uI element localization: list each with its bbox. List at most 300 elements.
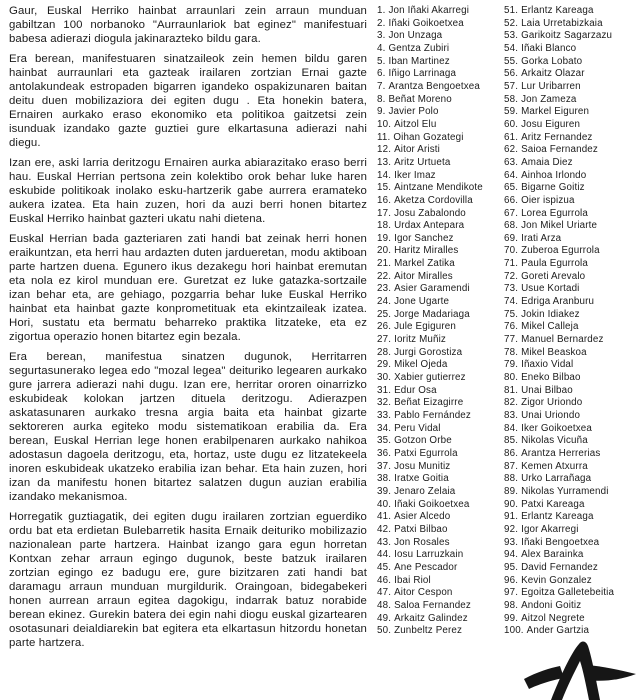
signatory-row	[504, 613, 641, 626]
signatory-name: Iñaki Goikoetxea	[394, 498, 470, 510]
signatory-number: 56.	[504, 68, 519, 80]
signatory-number: 50.	[377, 625, 392, 637]
signatory-row	[504, 271, 641, 284]
signatory-name: Bigarne Goitiz	[521, 182, 585, 194]
signatory-row	[377, 258, 502, 271]
signatory-name: Igor Akarregi	[521, 523, 579, 535]
signatory-name: Mikel Ojeda	[394, 359, 448, 371]
signatory-number: 48.	[377, 599, 392, 611]
signatory-row	[504, 208, 641, 221]
signatory-number: 20.	[377, 245, 392, 257]
signatory-number: 99.	[504, 612, 519, 624]
signatory-number: 3.	[377, 30, 386, 42]
signatory-name: Aintzane Mendikote	[394, 182, 483, 194]
signatory-number: 8.	[377, 93, 386, 105]
signatory-name: Ander Gartzia	[526, 625, 590, 637]
signatory-name: Josu Eiguren	[521, 118, 581, 130]
signatory-number: 59.	[504, 106, 519, 118]
signatory-number: 28.	[377, 346, 392, 358]
signatory-name: Patxi Kareaga	[521, 498, 585, 510]
signatory-number: 60.	[504, 118, 519, 130]
manifesto-paragraph: Era berean, manifestua sinatzen dugunok, Herritarren segurtasunerako legea edo "mozal legea" deituriko legearen aurkako gure jarrera adierazi nahi dugu. Izan ere, herritar ororen oinarrizko eskubideak kolokan jartzen dituela deritzogu. Adierazpen askatasunaren aurkako tresna argia baita eta hainbat gizarte sektoreren aurka egiteko modu sistematikoan erabilia da. Era berean, Euskal Herrian lege honen erabilpenaren aurkako nahikoa adostasun dagoela deritzogu, eta, hortaz, uste dugu ez litzatekeela inoren eskubideak ukatzeko erabilia izan behar. Eta hain zuzen, hori izan da manifestu honen bitartez salatzen dugun auzian erabilia izandako mekanismoa.	[9, 351, 367, 503]
signatory-number: 71.	[504, 258, 519, 270]
signatory-row	[377, 208, 502, 221]
signatory-name: Jule Egiguren	[394, 321, 456, 333]
signatory-row	[504, 321, 641, 334]
signatory-name: Laia Urretabizkaia	[521, 17, 603, 29]
signatory-row	[504, 473, 641, 486]
signatory-name: Aritz Urtueta	[394, 156, 451, 168]
signatory-number: 61.	[504, 131, 519, 143]
signatory-number: 90.	[504, 498, 519, 510]
signatory-number: 26.	[377, 321, 392, 333]
signatory-name: Kevin Gonzalez	[521, 574, 592, 586]
signatory-name: Jon Rosales	[394, 536, 450, 548]
signatory-name: Jon Unzaga	[388, 30, 443, 42]
signatory-row	[504, 448, 641, 461]
signatory-row	[377, 587, 502, 600]
signatory-row	[504, 245, 641, 258]
signatory-name: Arkaitz Olazar	[521, 68, 585, 80]
signatory-number: 92.	[504, 523, 519, 535]
signatory-row	[504, 119, 641, 132]
signatory-number: 73.	[504, 283, 519, 295]
signatory-row	[377, 56, 502, 69]
signatory-number: 16.	[377, 194, 392, 206]
signatory-number: 43.	[377, 536, 392, 548]
signatory-name: Unai Bilbao	[521, 384, 573, 396]
signatory-number: 25.	[377, 308, 392, 320]
signatory-number: 29.	[377, 359, 392, 371]
signatory-number: 75.	[504, 308, 519, 320]
signatory-number: 82.	[504, 397, 519, 409]
signatory-row	[504, 587, 641, 600]
signatory-number: 96.	[504, 574, 519, 586]
signatory-row	[377, 283, 502, 296]
signatory-name: Markel Eiguren	[521, 106, 590, 118]
signatory-number: 89.	[504, 485, 519, 497]
signatory-name: David Fernandez	[521, 561, 598, 573]
signatory-number: 83.	[504, 410, 519, 421]
signatory-name: Oihan Gozategi	[393, 131, 464, 143]
signatory-number: 65.	[504, 182, 519, 194]
signatory-row	[377, 511, 502, 524]
signatories-column-1	[377, 5, 502, 638]
signatory-name: Mikel Beaskoa	[521, 346, 587, 358]
signatory-name: Patxi Egurrola	[394, 447, 458, 459]
signatory-name: Egoitza Galletebeitia	[521, 587, 615, 599]
signatory-row	[504, 43, 641, 56]
signatory-number: 41.	[377, 511, 392, 523]
signatory-row	[504, 511, 641, 524]
signatory-number: 42.	[377, 523, 392, 535]
signatory-row	[504, 562, 641, 575]
signatory-number: 57.	[504, 80, 519, 92]
signatory-name: Usue Kortadi	[521, 283, 580, 295]
signatory-name: Eneko Bilbao	[521, 372, 581, 384]
signatory-name: Patxi Bilbao	[394, 523, 448, 535]
signatory-name: Asier Garamendi	[394, 283, 470, 295]
manifesto-paragraph: Euskal Herrian bada gazteriaren zati handi bat zeinak herri honen eraikuntzan, eta herri hau ardazten duten jardueretan, modu aktiboan parte hartzen duena. Egunero ikus dezakegu hori hainbat eremutan eta nola ez kirol munduan ere. Guretzat ez luke gatazka-sortzaile izan behar eta, are gehiago, pozgarria behar luke Euskal Herriko hainbat eta hainbat gazte konprometituak eta ekintzaileak izatea. Hori, sustatu eta bermatu beharreko praktika litzateke, eta ez zigortua operazio honen bitartez egin bezala.	[9, 233, 367, 343]
signatory-row	[504, 537, 641, 550]
signatory-row	[504, 296, 641, 309]
signatory-row	[377, 334, 502, 347]
manifesto-paragraph: Horregatik guztiagatik, dei egiten dugu irailaren zortzian eguerdiko ordu bat eta erdietan Bulebarretik hasita Ernaik deituriko mobilizazio nazionalean parte hartzera. Hainbat izango gara egun horretan Kontxan zehar arraun egingo dugunok, beste batzuk irailaren zortzian egingo ez badugu ere, gure bizitzaren zati handi bat daramagu arraun munduan murgildurik. Oraingoan, bidegabekeri honen aurrean arraun egitea dagokigu, indarrak batuz norabide berean ekinez. Gurekin batera dei egin nahi diogu euskal gizartearen osotasunari deialdiarekin bat egitera eta elkartasun hitzordu honetan parte hartzera.	[9, 511, 367, 649]
signatory-row	[504, 283, 641, 296]
signatory-number: 6.	[377, 68, 386, 80]
signatory-row	[504, 144, 641, 157]
signatory-number: 5.	[377, 55, 386, 67]
manifesto-paragraph: Izan ere, aski larria deritzogu Ernairen aurka abiarazitako eraso berri hau. Euskal Herrian pertsona zein kolektibo orok behar luke haren eskubide politikoak inolako esku-hartzerik gabe aurrera eramateko aukera izatea. Eta hain zuzen, hori da auzi berri honen bitartez Euskal Herriko hainbat gazteri ukatu nahi dietena.	[9, 157, 367, 225]
signatory-name: Saloa Fernandez	[394, 599, 471, 611]
signatory-row	[504, 347, 641, 360]
signatory-row	[504, 423, 641, 436]
signatory-name: Saioa Fernandez	[521, 144, 598, 156]
signatory-name: Iñaki Blanco	[521, 42, 577, 54]
signatory-number: 94.	[504, 549, 519, 561]
signatory-name: Jone Ugarte	[394, 296, 450, 308]
signatory-row	[504, 258, 641, 271]
signatory-row	[377, 94, 502, 107]
signatory-number: 77.	[504, 334, 519, 346]
signatory-number: 55.	[504, 55, 519, 67]
signatory-name: Andoni Goitiz	[521, 599, 582, 611]
signatory-number: 53.	[504, 30, 519, 42]
signatory-name: Goreti Arevalo	[521, 270, 586, 282]
signatory-name: Edriga Aranburu	[521, 296, 595, 308]
signatory-number: 27.	[377, 334, 392, 346]
signatory-number: 4.	[377, 42, 386, 54]
signatory-number: 37.	[377, 460, 392, 472]
signatory-row	[504, 600, 641, 613]
signatory-row	[504, 309, 641, 322]
signatory-row	[504, 410, 641, 423]
signatory-row	[377, 68, 502, 81]
signatory-row	[504, 486, 641, 499]
signatory-number: 21.	[377, 258, 392, 270]
signatory-name: Ane Pescador	[394, 561, 458, 573]
signatory-name: Jon Zameza	[521, 93, 577, 105]
signatory-number: 33.	[377, 410, 392, 421]
signatory-row	[377, 397, 502, 410]
signatory-number: 95.	[504, 561, 519, 573]
signatory-name: Oier ispizua	[521, 194, 575, 206]
signatory-number: 79.	[504, 359, 519, 371]
signatory-name: Josu Zabalondo	[394, 207, 466, 219]
signatory-row	[377, 182, 502, 195]
signatory-name: Markel Zatika	[394, 258, 455, 270]
signatory-number: 62.	[504, 144, 519, 156]
signatory-row	[377, 359, 502, 372]
signatory-name: Alex Barainka	[521, 549, 584, 561]
signatory-number: 17.	[377, 207, 392, 219]
signatory-name: Aitor Miralles	[394, 270, 453, 282]
signatory-number: 46.	[377, 574, 392, 586]
signatory-name: Arantza Herrerias	[521, 447, 601, 459]
signatory-name: Kemen Atxurra	[521, 460, 588, 472]
signatory-row	[377, 372, 502, 385]
signatory-row	[377, 5, 502, 18]
signatory-number: 52.	[504, 17, 519, 29]
signatory-number: 39.	[377, 485, 392, 497]
signatory-row	[377, 537, 502, 550]
signatory-number: 85.	[504, 435, 519, 447]
signatory-row	[504, 182, 641, 195]
signatory-name: Beñat Eizagirre	[394, 397, 464, 409]
signatory-row	[504, 397, 641, 410]
signatory-name: Pablo Fernández	[394, 410, 471, 421]
signatory-name: Jorge Madariaga	[394, 308, 470, 320]
signatory-number: 76.	[504, 321, 519, 333]
signatory-number: 44.	[377, 549, 392, 561]
signatory-row	[504, 359, 641, 372]
signatory-name: Peru Vidal	[394, 422, 441, 434]
signatory-name: Gotzon Orbe	[394, 435, 452, 447]
signatory-name: Lorea Egurrola	[521, 207, 588, 219]
signatory-row	[377, 195, 502, 208]
signatory-number: 64.	[504, 169, 519, 181]
signatory-number: 100.	[504, 625, 524, 637]
signatory-name: Irati Arza	[521, 232, 562, 244]
signatory-number: 54.	[504, 42, 519, 54]
signatory-name: Aitor Cespon	[394, 587, 453, 599]
signatory-number: 51.	[504, 5, 519, 16]
signatory-row	[377, 499, 502, 512]
signatory-name: Nikolas Vicuña	[521, 435, 588, 447]
signatory-row	[377, 524, 502, 537]
signatory-row	[504, 435, 641, 448]
signatory-name: Arantza Bengoetxea	[388, 80, 480, 92]
signatory-name: Lur Uribarren	[521, 80, 581, 92]
signatory-number: 86.	[504, 447, 519, 459]
signatory-number: 24.	[377, 296, 392, 308]
signatory-name: Arkaitz Galindez	[394, 612, 468, 624]
signatory-row	[377, 486, 502, 499]
signatory-row	[377, 385, 502, 398]
signatory-number: 13.	[377, 156, 392, 168]
signatory-row	[377, 613, 502, 626]
signatory-number: 49.	[377, 612, 392, 624]
signatory-number: 15.	[377, 182, 392, 194]
signatory-name: Aitzol Elu	[394, 118, 437, 130]
signatory-name: Igor Sanchez	[394, 232, 454, 244]
signatory-name: Jokin Idiakez	[521, 308, 580, 320]
signatory-number: 47.	[377, 587, 392, 599]
signatory-row	[504, 157, 641, 170]
signatory-name: Urdax Antepara	[394, 220, 465, 232]
signatory-number: 23.	[377, 283, 392, 295]
signatory-row	[377, 410, 502, 423]
signatory-number: 45.	[377, 561, 392, 573]
signatory-row	[377, 448, 502, 461]
signatory-number: 88.	[504, 473, 519, 485]
signatory-name: Iñaki Goikoetxea	[388, 17, 464, 29]
signatory-row	[377, 170, 502, 183]
signatory-number: 35.	[377, 435, 392, 447]
signatory-number: 34.	[377, 422, 392, 434]
signatory-number: 38.	[377, 473, 392, 485]
signatory-row	[504, 220, 641, 233]
signatory-row	[504, 233, 641, 246]
signatory-name: Iban Martinez	[388, 55, 450, 67]
signatory-name: Paula Egurrola	[521, 258, 588, 270]
signatory-row	[504, 524, 641, 537]
signatory-name: Aketza Cordovilla	[394, 194, 473, 206]
signatory-number: 36.	[377, 447, 392, 459]
signatory-row	[377, 220, 502, 233]
signatory-row	[504, 132, 641, 145]
signatory-row	[377, 347, 502, 360]
signatory-name: Jon Iñaki Akarregi	[388, 5, 470, 16]
signatory-name: Aritz Fernandez	[521, 131, 593, 143]
signatory-name: Mikel Calleja	[521, 321, 579, 333]
signatory-number: 31.	[377, 384, 392, 396]
signatory-number: 87.	[504, 460, 519, 472]
signatory-name: Beñat Moreno	[388, 93, 452, 105]
signatory-number: 74.	[504, 296, 519, 308]
signatory-row	[504, 549, 641, 562]
signatory-name: Xabier gutierrez	[394, 372, 466, 384]
signatory-number: 63.	[504, 156, 519, 168]
signatory-name: Ibai Riol	[394, 574, 431, 586]
signatory-name: Unai Uriondo	[521, 410, 581, 421]
signatory-row	[377, 435, 502, 448]
signatory-row	[504, 575, 641, 588]
signatory-row	[377, 461, 502, 474]
signatory-number: 66.	[504, 194, 519, 206]
signatory-number: 40.	[377, 498, 392, 510]
signatory-name: Iratxe Goitia	[394, 473, 449, 485]
signatory-name: Manuel Bernardez	[521, 334, 604, 346]
signatory-number: 18.	[377, 220, 392, 232]
signatory-row	[504, 68, 641, 81]
signatory-row	[377, 562, 502, 575]
signatory-row	[504, 81, 641, 94]
signatory-number: 10.	[377, 118, 392, 130]
signatory-row	[377, 309, 502, 322]
signatories-column-2	[504, 5, 641, 638]
signatory-name: Aitor Aristi	[394, 144, 440, 156]
signatory-number: 14.	[377, 169, 392, 181]
signatory-row	[377, 119, 502, 132]
signatory-row	[504, 56, 641, 69]
signatory-row	[377, 600, 502, 613]
signatory-row	[504, 372, 641, 385]
signatory-name: Iker Goikoetxea	[521, 422, 592, 434]
signatory-number: 32.	[377, 397, 392, 409]
signatory-name: Iker Imaz	[394, 169, 436, 181]
signatory-row	[377, 43, 502, 56]
signatory-name: Zigor Uriondo	[521, 397, 583, 409]
manifesto-paragraph: Era berean, manifestuaren sinatzaileok zein hemen bildu garen hainbat aurraunlari eta gazteak irailaren zortzian Ernai gazte antolakundeak estropaden bigarren igandeko ospakizunaren baitan deitu duen mobilizaziora dei egiten dugu . Eta honekin batera, Ernairen aurkako eraso ekonomiko eta politikoa gaitzetsi zein isunduak izandako gazte guztiei gure elkartasuna adierazi nahi diegu.	[9, 53, 367, 149]
signatory-name: Asier Alcedo	[394, 511, 451, 523]
signatory-row	[377, 132, 502, 145]
signatory-row	[377, 81, 502, 94]
signatory-row	[504, 170, 641, 183]
manifesto-paragraph: Gaur, Euskal Herriko hainbat arraunlari zein arraun munduan gabiltzan 100 norbanoko "Aurraunlariok bat eginez" manifestuari babesa adierazi diogula jakinarazteko bildu gara.	[9, 5, 367, 45]
signatory-name: Jurgi Gorostiza	[394, 346, 463, 358]
ernai-star-logo	[524, 641, 640, 700]
signatory-row	[377, 30, 502, 43]
signatory-name: Amaia Diez	[521, 156, 573, 168]
signatory-name: Jenaro Zelaia	[394, 485, 456, 497]
signatory-row	[504, 625, 641, 638]
manifesto-text	[9, 4, 367, 656]
signatory-name: Urko Larrañaga	[521, 473, 592, 485]
signatory-row	[504, 30, 641, 43]
signatory-row	[504, 334, 641, 347]
signatory-number: 78.	[504, 346, 519, 358]
signatory-row	[377, 625, 502, 638]
signatory-number: 11.	[377, 131, 391, 143]
signatory-row	[504, 18, 641, 31]
signatory-number: 22.	[377, 270, 392, 282]
signatory-name: Ioritz Muñiz	[394, 334, 446, 346]
signatory-name: Josu Munitiz	[394, 460, 451, 472]
signatory-number: 7.	[377, 80, 386, 92]
signatory-row	[377, 549, 502, 562]
signatory-row	[377, 18, 502, 31]
signatory-row	[377, 233, 502, 246]
signatory-number: 80.	[504, 372, 519, 384]
signatory-number: 69.	[504, 232, 519, 244]
signatory-row	[504, 461, 641, 474]
signatory-number: 67.	[504, 207, 519, 219]
signatory-row	[504, 499, 641, 512]
signatory-name: Garikoitz Sagarzazu	[521, 30, 613, 42]
signatory-name: Aitzol Negrete	[521, 612, 585, 624]
signatory-name: Zuberoa Egurrola	[521, 245, 600, 257]
signatory-row	[504, 5, 641, 18]
signatory-row	[377, 423, 502, 436]
signatory-number: 81.	[504, 384, 519, 396]
signatory-number: 1.	[377, 5, 386, 16]
signatory-row	[377, 157, 502, 170]
signatory-row	[504, 195, 641, 208]
signatory-row	[377, 271, 502, 284]
signatory-row	[377, 575, 502, 588]
signatory-name: Gorka Lobato	[521, 55, 583, 67]
signatory-number: 97.	[504, 587, 519, 599]
signatory-name: Iñaki Bengoetxea	[521, 536, 600, 548]
signatory-row	[504, 385, 641, 398]
signatory-number: 2.	[377, 17, 386, 29]
signatory-name: Iñigo Larrinaga	[388, 68, 457, 80]
signatory-name: Iosu Larruzkain	[394, 549, 464, 561]
signatory-name: Iñaxio Vidal	[521, 359, 574, 371]
signatory-number: 9.	[377, 106, 386, 118]
signatory-number: 98.	[504, 599, 519, 611]
signatory-row	[377, 296, 502, 309]
signatory-number: 84.	[504, 422, 519, 434]
signatory-row	[377, 321, 502, 334]
signatory-number: 12.	[377, 144, 392, 156]
signatory-number: 30.	[377, 372, 392, 384]
signatory-name: Edur Osa	[394, 384, 437, 396]
signatory-row	[377, 245, 502, 258]
signatory-number: 70.	[504, 245, 519, 257]
signatory-number: 68.	[504, 220, 519, 232]
signatory-name: Zunbeltz Perez	[394, 625, 463, 637]
signatory-name: Erlantz Kareaga	[521, 511, 594, 523]
signatory-number: 72.	[504, 270, 519, 282]
signatory-row	[377, 144, 502, 157]
signatory-name: Erlantz Kareaga	[521, 5, 594, 16]
signatory-row	[377, 473, 502, 486]
signatory-number: 58.	[504, 93, 519, 105]
signatory-row	[377, 106, 502, 119]
signatory-name: Ainhoa Irlondo	[521, 169, 587, 181]
